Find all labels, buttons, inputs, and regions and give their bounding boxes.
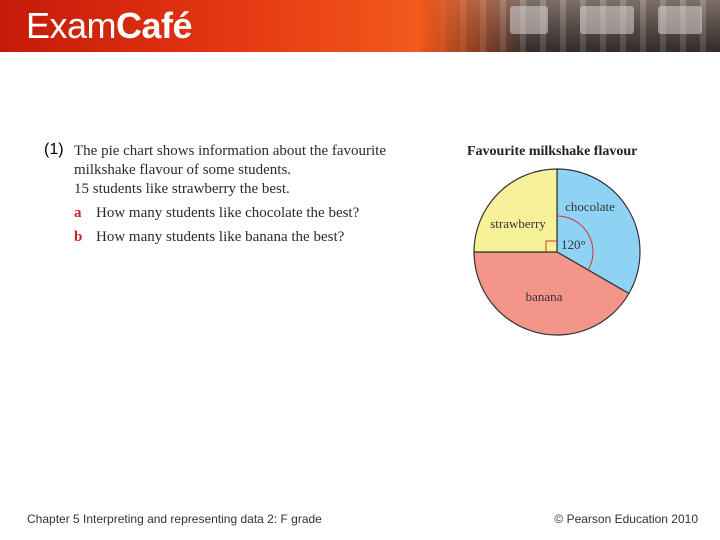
coffee-machine-image: [658, 6, 702, 34]
cafe-photo: [420, 0, 720, 52]
part-text: How many students like chocolate the best?: [96, 205, 360, 221]
chart-title: Favourite milkshake flavour: [467, 144, 638, 159]
question-part-a: [74, 204, 454, 223]
question-part-b: [74, 228, 454, 247]
pie-chart: [460, 160, 660, 345]
angle-annotation: 120°: [561, 237, 586, 252]
header-banner: [0, 0, 720, 52]
coffee-machine-image: [510, 6, 548, 34]
logo-word-exam: Exam: [26, 5, 117, 46]
logo-word-cafe: Café: [116, 5, 193, 46]
footer-copyright: © Pearson Education 2010: [554, 512, 698, 526]
slice-label-strawberry: strawberry: [490, 216, 546, 231]
question-number: (1): [44, 141, 64, 158]
question-line: milkshake flavour of some students.: [74, 162, 292, 178]
slice-label-chocolate: chocolate: [565, 199, 615, 214]
part-text: How many students like banana the best?: [96, 229, 345, 245]
footer-chapter: Chapter 5 Interpreting and representing data 2: F grade: [27, 512, 322, 526]
question-line: The pie chart shows information about the favourite: [74, 143, 386, 159]
exam-cafe-logo: [26, 6, 192, 46]
part-letter: a: [74, 205, 82, 221]
part-letter: b: [74, 229, 83, 245]
question-text: [74, 142, 454, 247]
slice-label-banana: banana: [525, 289, 563, 304]
pie-slice-strawberry: [474, 169, 557, 252]
coffee-machine-image: [580, 6, 634, 34]
question-line: 15 students like strawberry the best.: [74, 181, 290, 197]
